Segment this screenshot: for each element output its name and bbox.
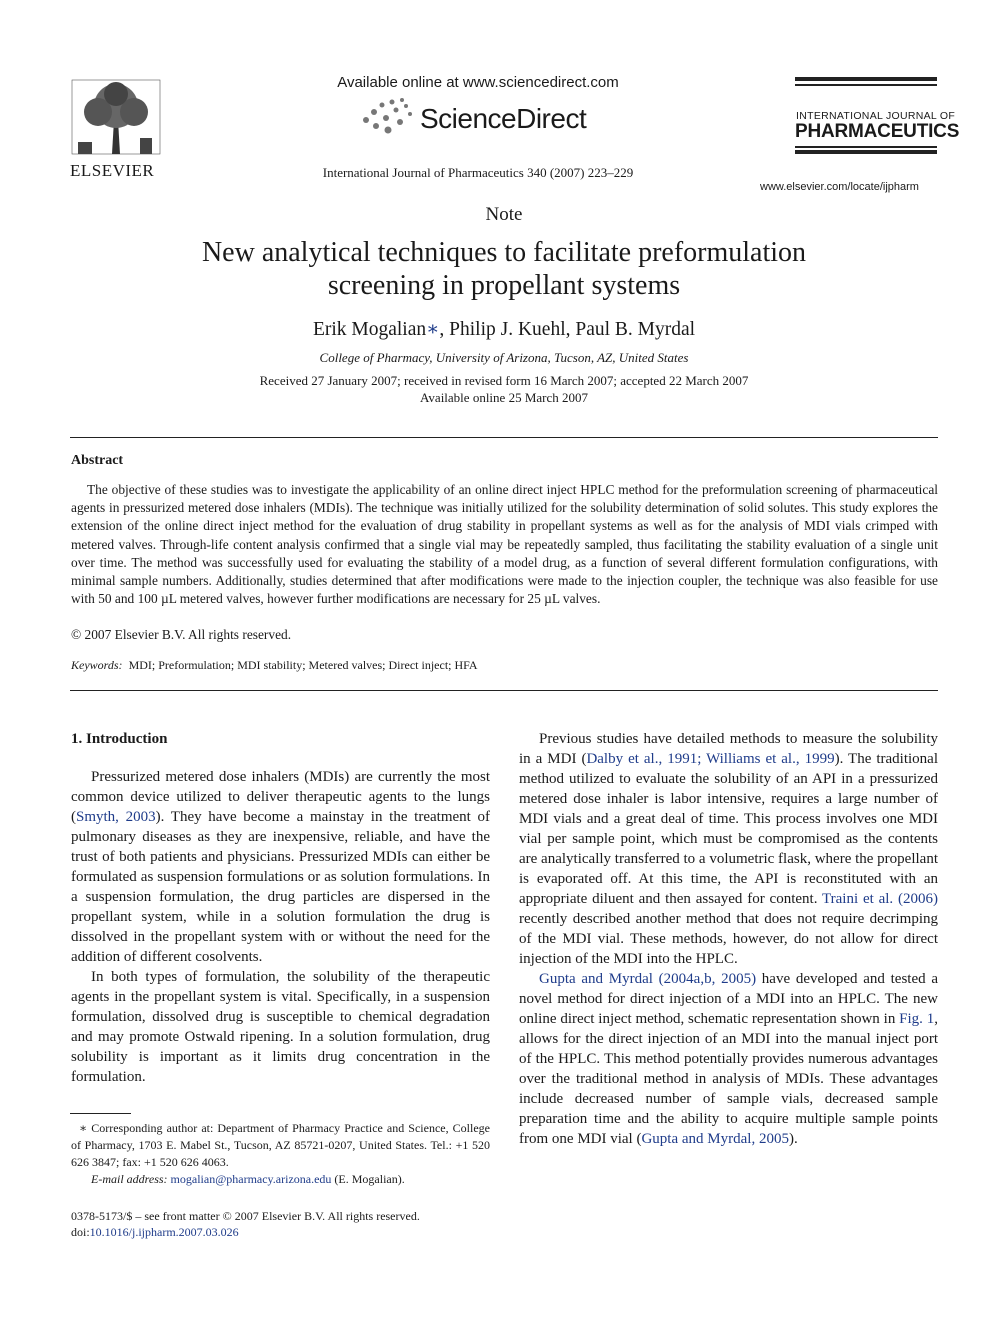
received-dates: Received 27 January 2007; received in revised form 16 March 2007; accepted 22 March 2007 [259, 373, 749, 388]
body-column-left [71, 729, 490, 1087]
citation-link[interactable]: Gupta and Myrdal, 2005 [641, 1131, 789, 1147]
body-column-right [519, 729, 938, 1149]
issn-line: 0378-5173/$ – see front matter © 2007 Elsevier B.V. All rights reserved. [71, 1209, 420, 1223]
author-list [0, 317, 992, 341]
email-link[interactable]: mogalian@pharmacy.arizona.edu [170, 1172, 332, 1186]
divider [70, 690, 938, 691]
footnote-marker: ∗ [79, 1121, 88, 1135]
title-line: New analytical techniques to facilitate preformulation [201, 237, 807, 268]
abstract-text: The objective of these studies was to investigate the applicability of an online direct inject HPLC method for the preformulation screening of pharmaceutical agents in pressurized metered dose inhalers (MDIs). The technique was initially utilized for the solubility determination of solid solutes. This study explores the extension of the online direct inject method for the evaluation of drug stability in propellant systems as well as for the analysis of MDI vials crimped with metered valves. Through-life content analysis confirmed that a single vial may be repeatedly sampled, thus facilitating the stability evaluation of a single unit over time. The method was successfully used for evaluating the stability of a model drug, as a function of several different formulation configurations, with minimal sample numbers. Additionally, studies determined that after modifications were made to the injection coupler, the technique was also feasible for use with 50 and 100 µL metered valves, however further modifications are necessary for 25 µL valves. [71, 482, 938, 607]
paragraph: In both types of formulation, the solubility of the therapeutic agents in the propellant system is vital. Specifically, in a suspension formulation, dissolved drug is susceptible to chemical degradation and may promote Ostwald ripening. In a solution formulation, drug solubility is important as it limits drug concentration in the formulation. [71, 969, 490, 1085]
author-name: Erik Mogalian [312, 319, 427, 340]
available-date: Available online 25 March 2007 [420, 390, 588, 405]
keywords [71, 658, 478, 673]
copyright: © 2007 Elsevier B.V. All rights reserved. [71, 627, 292, 642]
divider [70, 437, 938, 438]
footnote: ∗ Corresponding author at: Department of Pharmacy Practice and Science, College of Pharmacy, 1703 E. Mabel St., Tucson, AZ 85721-0207, United States. Tel.: +1 520 626 3847; fax: +1 520 626 4063. E-mail address: mogalian@pharmacy.arizona.edu (E. Mogalian). [71, 1121, 490, 1186]
abstract-heading: Abstract [71, 453, 124, 468]
journal-logo-rule [795, 146, 937, 148]
title-line: screening in propellant systems [327, 270, 681, 301]
figure-link[interactable]: Fig. 1 [899, 1011, 935, 1027]
article-title [160, 236, 848, 302]
journal-citation: International Journal of Pharmaceutics 340 (2007) 223–229 [322, 165, 634, 180]
journal-logo-rule [795, 77, 937, 81]
footnote-rule [70, 1113, 131, 1114]
available-online-text[interactable]: Available online at www.sciencedirect.com [337, 74, 619, 91]
keywords-label: Keywords: [71, 658, 123, 672]
sciencedirect-wordmark[interactable]: ScienceDirect [420, 103, 587, 134]
doi-link[interactable]: 10.1016/j.ijpharm.2007.03.026 [89, 1225, 239, 1239]
author-names: , Philip J. Kuehl, Paul B. Myrdal [439, 319, 696, 340]
paragraph: Previous studies have detailed methods to measure the solubility in a MDI (Dalby et al., 1991; Williams et al., 1999). The traditional method utilized to evaluate the solubility of an API in a pressurized metered dose inhaler is labor intensive, requires a large number of MDI vials and a great deal of time. This process involves one MDI vial per sample point, which must be compromised as the contents are analytically transferred to a volumetric flask, where the propellant is evaporated off. At this time, the API is reconstituted with an appropriate diluent and then assayed for content. Traini et al. (2006) recently described another method that does not require decrimping of the MDI vial. These methods, however, do not allow for direct injection of the MDI into the HPLC. [519, 731, 938, 967]
section-heading: 1. Introduction [71, 731, 168, 747]
citation-link[interactable]: Gupta and Myrdal (2004a,b, 2005) [539, 971, 757, 987]
citation-link[interactable]: Smyth, 2003 [76, 809, 156, 825]
journal-logo-rule [795, 84, 937, 86]
paragraph: Gupta and Myrdal (2004a,b, 2005) have developed and tested a novel method for direct injection of a MDI into an HPLC. The new online direct inject method, schematic representation shown in Fig. 1, allows for the direct injection of an MDI into the manual inject port of the HPLC. This method potentially provides numerous advantages over the traditional method in analysis of MDIs. These advantages include decreased number of sample vials, decreased sample preparation time and the ability to acquire multiple sample points from one MDI vial (Gupta and Myrdal, 2005). [519, 971, 939, 1147]
doi-line: doi:10.1016/j.ijpharm.2007.03.026 [71, 1225, 239, 1239]
affiliation: College of Pharmacy, University of Arizona, Tucson, AZ, United States [319, 350, 689, 365]
journal-name-small: INTERNATIONAL JOURNAL OF [796, 110, 956, 122]
corresponding-author-marker[interactable]: ∗ [426, 319, 440, 340]
paragraph: Pressurized metered dose inhalers (MDIs) are currently the most common device utilized to deliver therapeutic agents to the lungs (Smyth, 2003). They have become a mainstay in the treatment of pulmonary diseases as they are inexpensive, reliable, and have the trust of both patients and physicians. Pressurized MDIs can either be formulated as suspension formulations or as solution formulations. In a suspension formulation, the drug particles are dispersed in the propellant system, while in a solution formulation the drug is dissolved in the propellant system with or without the need for the addition of different cosolvents. [71, 769, 490, 965]
publisher-name: ELSEVIER [70, 161, 155, 180]
journal-name-big: PHARMACEUTICS [795, 121, 960, 142]
article-type: Note [485, 204, 523, 225]
citation-link[interactable]: Traini et al. (2006) [822, 891, 938, 907]
email-label: E-mail address: [91, 1172, 168, 1186]
journal-logo-rule [795, 150, 937, 154]
citation-link[interactable]: Dalby et al., 1991; Williams et al., 1999 [586, 751, 835, 767]
journal-url[interactable]: www.elsevier.com/locate/ijpharm [760, 181, 919, 193]
keywords-list: MDI; Preformulation; MDI stability; Metered valves; Direct inject; HFA [128, 658, 478, 672]
